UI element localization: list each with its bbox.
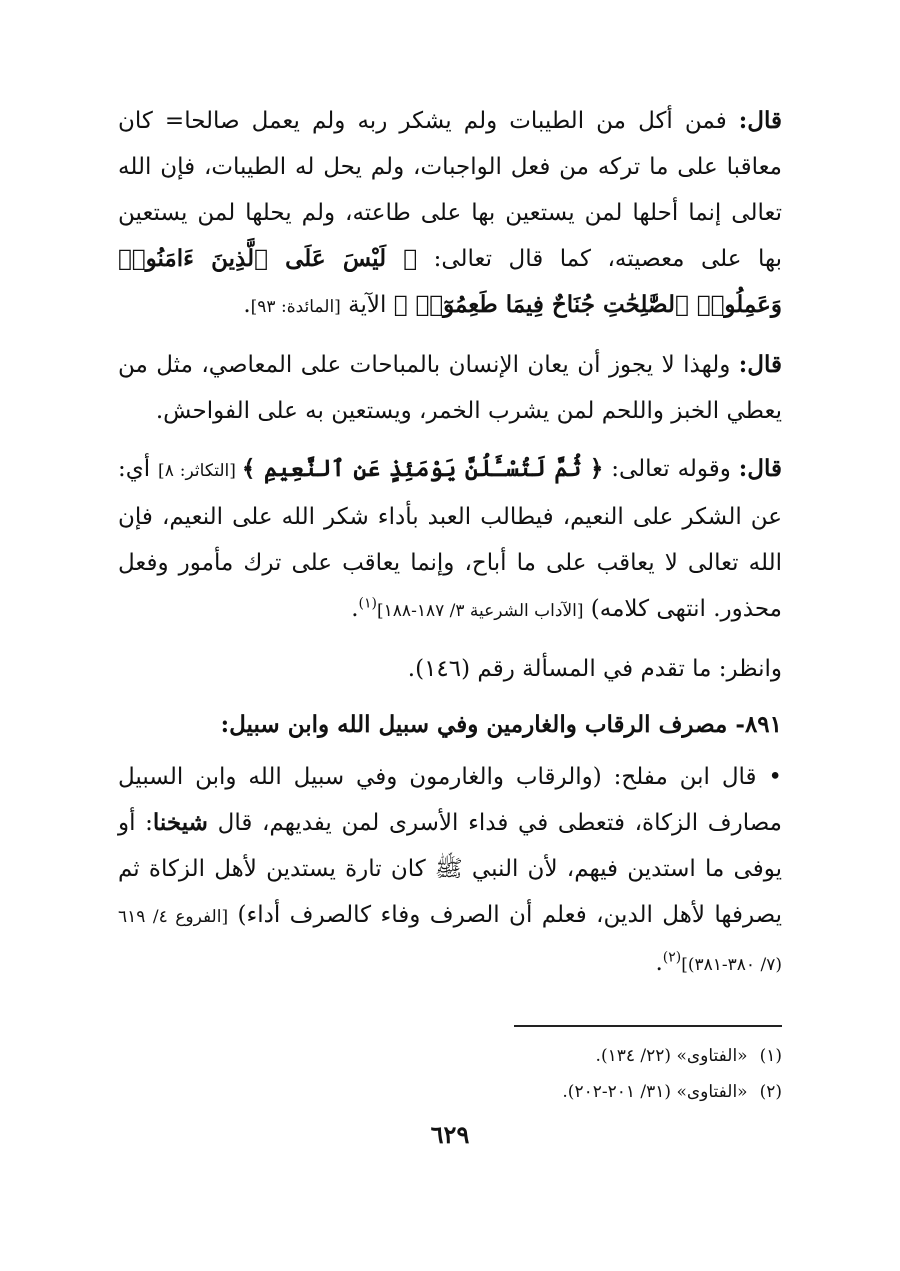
source-reference: [الفروع ٤/ ٦١٩ (٧/ ٣٨٠-٣٨١)] (118, 907, 782, 975)
source-reference: [الآداب الشرعية ٣/ ١٨٧-١٨٨] (377, 601, 584, 621)
period: . (655, 950, 663, 976)
paragraph-text: وقوله تعالى: (603, 456, 739, 482)
footnote-text: «الفتاوى» (٢٢/ ١٣٤). (595, 1046, 748, 1066)
paragraph-text: وانظر: ما تقدم في المسألة رقم (١٤٦). (407, 656, 782, 682)
period: . (351, 596, 359, 622)
section-heading: ٨٩١- مصرف الرقاب والغارمين وفي سبيل الله وابن سبيل: (220, 711, 782, 738)
shaykh-label: شيخنا (152, 809, 208, 836)
paragraph-label: قال: (738, 455, 783, 482)
footnote-item (222, 1074, 782, 1110)
period: . (243, 292, 251, 318)
paragraph-text: قال ابن مفلح: (والرقاب والغارمون وفي سبيل الله وابن السبيل مصارف الزكاة، فتعطى في فداء الأسرى لمن يفديهم، قال (118, 764, 783, 836)
bullet-icon: • (768, 764, 782, 790)
paragraph-text: أي: عن الشكر على النعيم، فيطالب العبد بأداء شكر الله على النعيم، فإن الله تعالى لا يعاقب على ما أباح، وإنما يعاقب على ترك مأمور وفعل محذور. انتهى كلامه) (118, 456, 782, 622)
quran-verse: ﴿ لَيْسَ عَلَى ٱلَّذِينَ ءَامَنُوا۟ وَعَمِلُوا۟ ٱلصَّٰلِحَٰتِ جُنَاحٌ فِيمَا طَعِمُوٓا۟ ﴾ (118, 245, 782, 318)
verse-reference: [المائدة: ٩٣] (250, 297, 341, 317)
footnote-marker[interactable]: (٢) (662, 949, 682, 966)
footnote-item (222, 1038, 782, 1074)
footnote-marker[interactable]: (١) (358, 595, 378, 612)
paragraph-text: : أو يوفى ما استدين فيهم، لأن النبي ﷺ كان تارة يستدين لأهل الزكاة ثم يصرفها لأهل الدين، فعلم أن الصرف وفاء كالصرف أداء) (118, 810, 782, 928)
quran-verse: ﴿ ثُمَّ لَتُسْـَٔلُنَّ يَوْمَئِذٍ عَنِ ٱلنَّعِيمِ ﴾ (241, 455, 604, 482)
footnote-number: (١) (759, 1046, 782, 1066)
paragraph-text: ولهذا لا يجوز أن يعان الإنسان بالمباحات على المعاصي، مثل من يعطي الخبز واللحم لمن يشرب الخمر، ويستعين به على الفواحش. (118, 352, 782, 424)
paragraph-2 (118, 342, 782, 434)
verse-reference: [التكاثر: ٨] (158, 461, 242, 481)
paragraph-label: قال: (738, 107, 782, 134)
paragraph-1 (118, 98, 782, 330)
footnote-text: «الفتاوى» (٣١/ ٢٠١-٢٠٢). (562, 1082, 748, 1102)
paragraph-text: الآية (340, 292, 394, 318)
footnote-divider (514, 1025, 782, 1027)
paragraph-3 (118, 446, 782, 634)
footnote-number: (٢) (759, 1082, 782, 1102)
paragraph-label: قال: (738, 351, 782, 378)
paragraph-4 (118, 646, 782, 692)
paragraph-5 (118, 754, 782, 988)
page-body (118, 98, 782, 988)
paragraph-text: فمن أكل من الطيبات ولم يشكر ربه ولم يعمل صالحا= كان معاقبا على ما تركه من فعل الواجبات، ولم يحل له الطيبات، فإن الله تعالى إنما أحلها لمن يستعين بها على طاعته، ولم يحلها لمن يستعين بها على معصيته، كما قال تعالى: (118, 108, 783, 272)
page-number: ٦٢٩ (430, 1120, 470, 1149)
footnotes (222, 1038, 782, 1110)
